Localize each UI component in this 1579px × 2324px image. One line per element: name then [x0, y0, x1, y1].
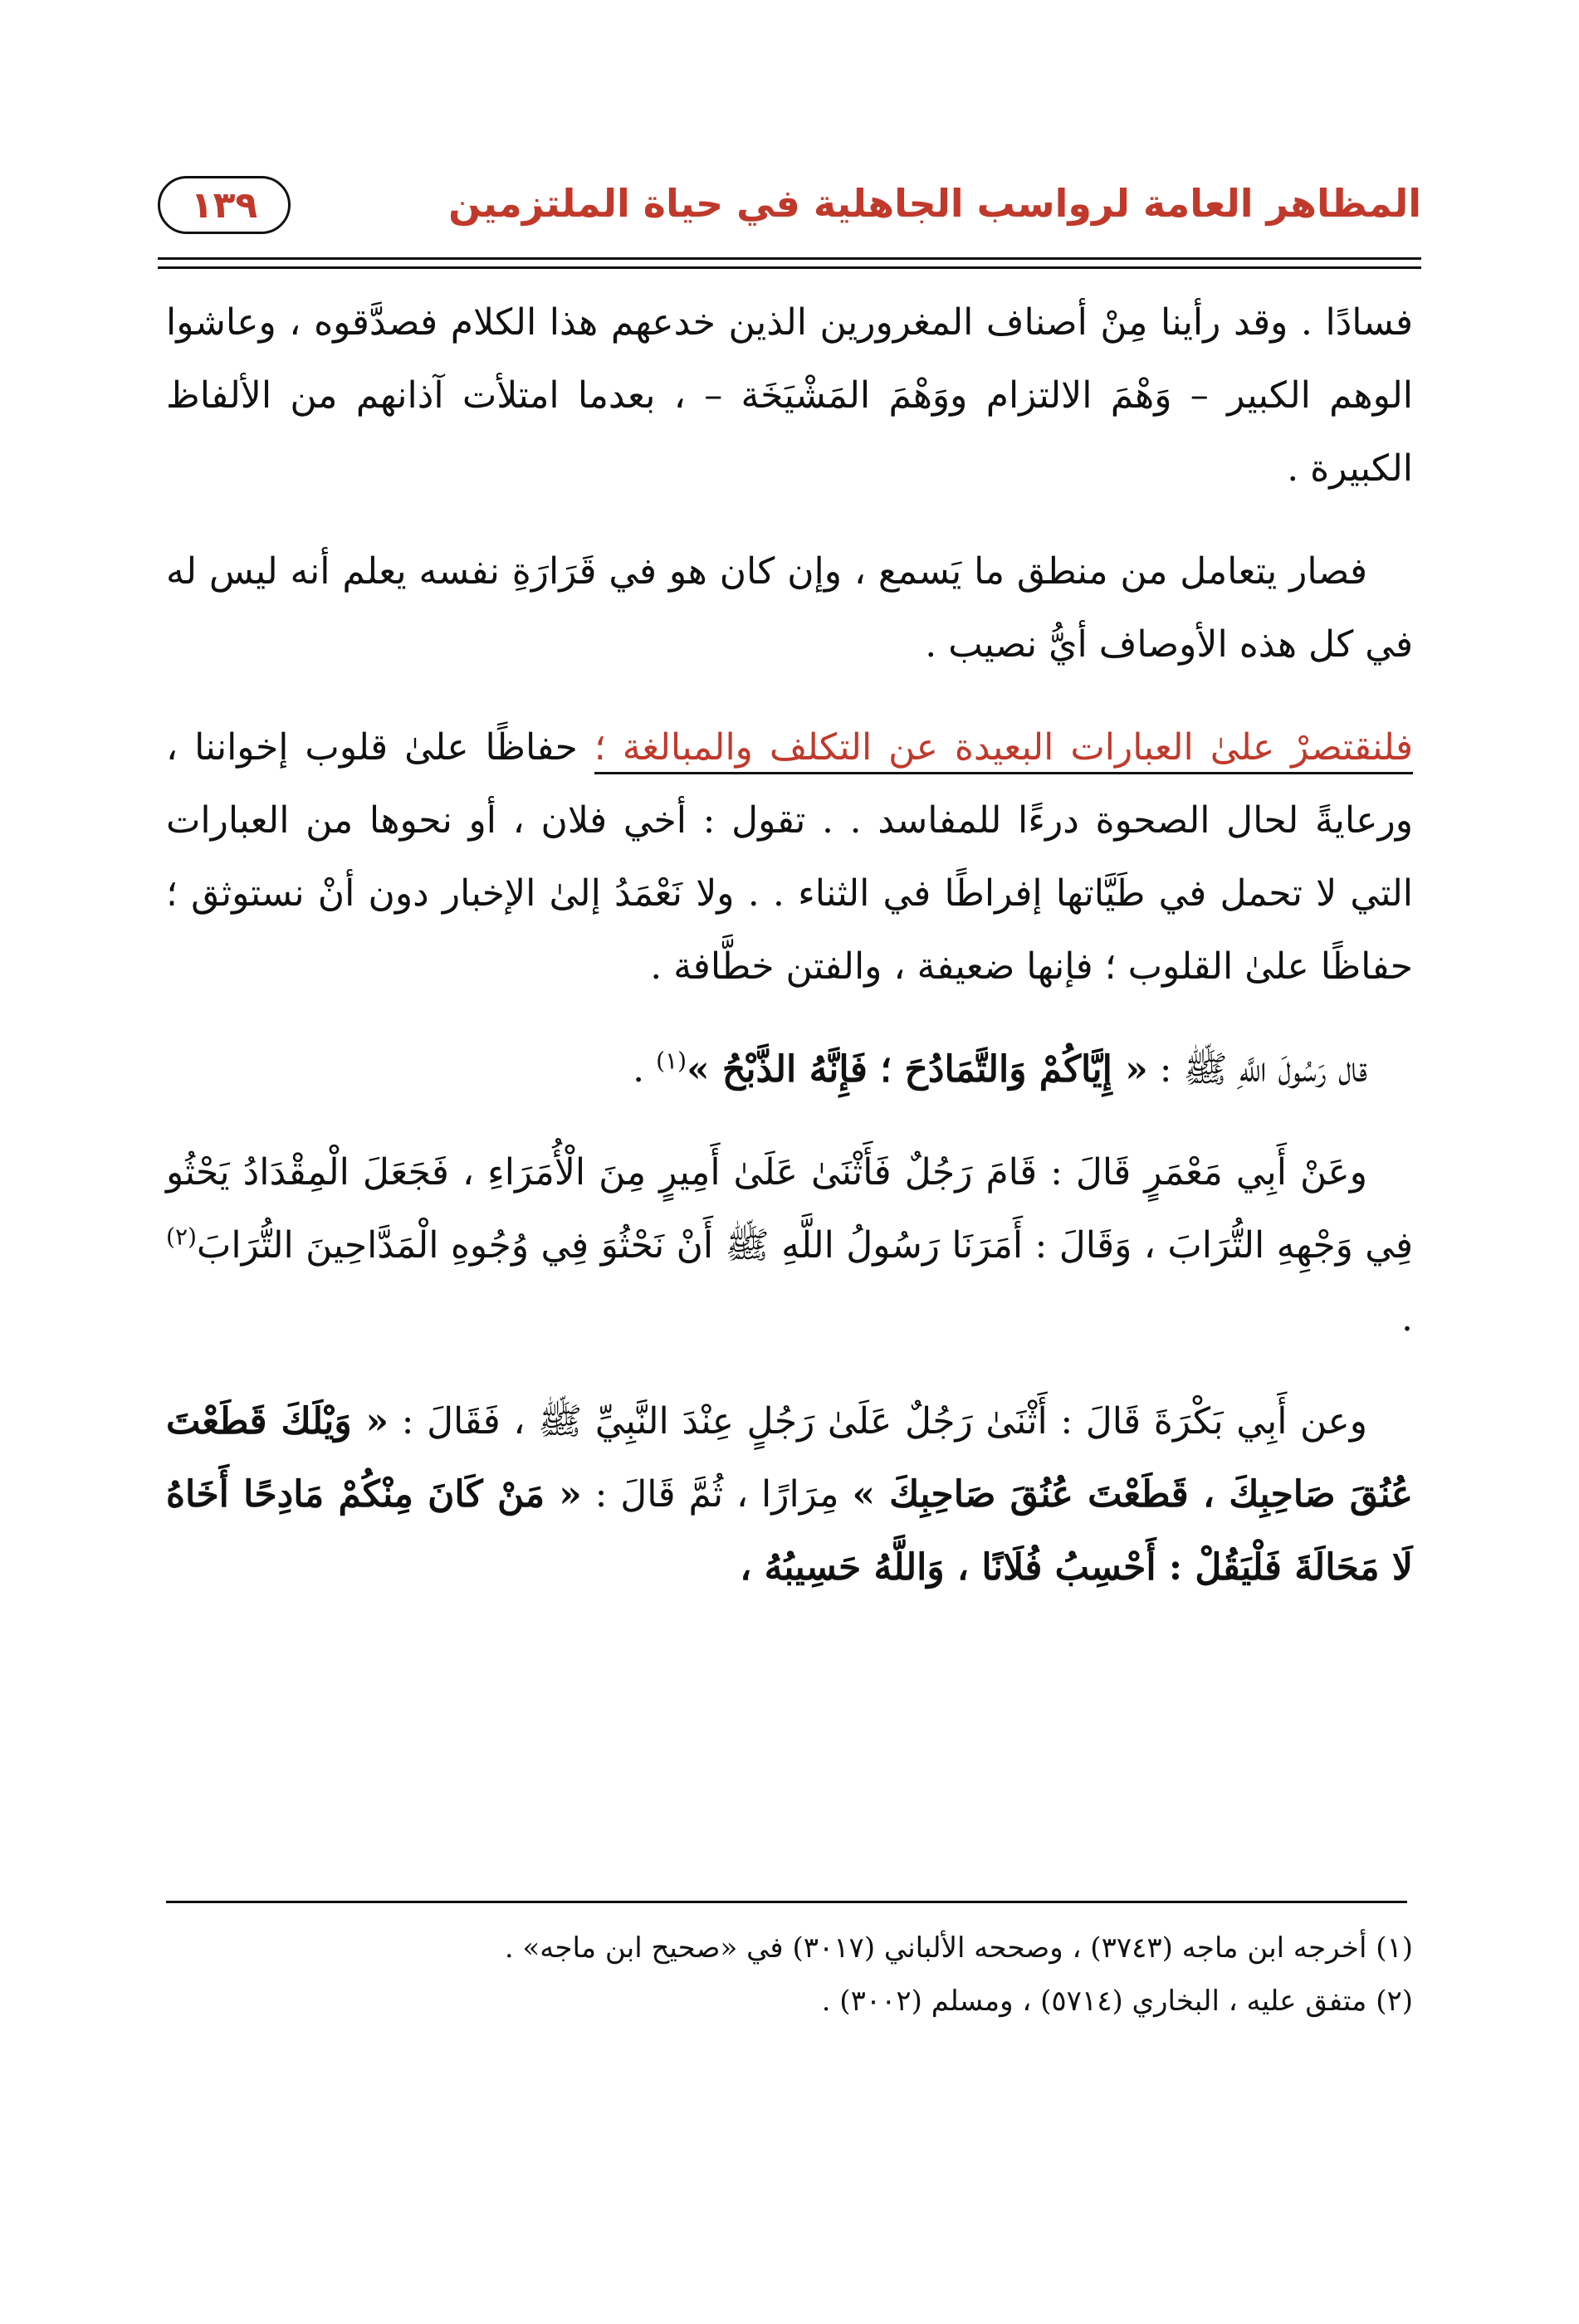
hadith-quote: « إِيَّاكُمْ وَالتَّمَادُحَ ؛ فَإِنَّهُ الذَّبْحُ » [687, 1048, 1148, 1091]
paragraph-1: فسادًا . وقد رأينا مِنْ أصناف المغرورين الذين خدعهم هذا الكلام فصدَّقوه ، وعاشوا الوهم الكبير – وَهْمَ الالتزام ووَهْمَ المَشْيَخَة – ، بعدما امتلأت آذانهم من الألفاظ الكبيرة . [166, 301, 1413, 490]
narration-text: وعَنْ أَبِي مَعْمَرٍ قَالَ : قَامَ رَجُلٌ فَأَثْنَىٰ عَلَىٰ أَمِيرٍ مِنَ الْأُمَرَاءِ ، فَجَعَلَ الْمِقْدَادُ يَحْثُو فِي وَجْهِهِ التُّرَابَ ، وَقَالَ : أَمَرَنَا رَسُولُ اللَّهِ ﷺ أَنْ نَحْثُوَ فِي وُجُوهِ الْمَدَّاحِينَ التُّرَابَ [166, 1151, 1413, 1267]
running-title: المظاهر العامة لرواسب الجاهلية في حياة الملتزمين [448, 181, 1421, 226]
paragraph-3 [166, 711, 1413, 1003]
footnote-ref-2: (٢) [166, 1223, 197, 1251]
paragraph-2: فصار يتعامل من منطق ما يَسمع ، وإن كان هو في قَرَارَةِ نفسه يعلم أنه ليس له في كل هذه الأوصاف أيُّ نصيب . [166, 550, 1413, 666]
narration-intro: وعن أَبِي بَكْرَةَ قَالَ : أَثْنَىٰ رَجُلٌ عَلَىٰ رَجُلٍ عِنْدَ النَّبِيِّ ﷺ ، فَقَالَ : [389, 1400, 1368, 1443]
highlighted-phrase: فلنقتصرْ علىٰ العبارات البعيدة عن التكلف والمبالغة ؛ [594, 726, 1413, 774]
paragraph-4 [166, 1033, 1413, 1106]
footnote-1: (١) أخرجه ابن ماجه (٣٧٤٣) ، وصححه الألباني (٣٠١٧) في «صحيح ابن ماجه» . [504, 1931, 1413, 1965]
hadith-quote-1: « وَيْلَكَ قَطَعْتَ عُنُقَ صَاحِبِكَ ، قَطَعْتَ عُنُقَ صَاحِبِكَ » [166, 1400, 1413, 1516]
hadith-quote-2: « مَنْ كَانَ مِنْكُمْ مَادِحًا أَخَاهُ لَا مَحَالَةَ فَلْيَقُلْ : أَحْسِبُ فُلَانًا ، وَاللَّهُ حَسِيبُهُ ، [166, 1473, 1413, 1589]
paragraph-5 [166, 1136, 1413, 1355]
narration-middle: مِرَارًا ، ثُمَّ قَالَ : [581, 1473, 853, 1516]
paragraph-4-end: . [633, 1048, 657, 1091]
page-body [166, 286, 1413, 1634]
page-number: ١٣٩ [158, 176, 291, 234]
footnote-2: (٢) متفق عليه ، البخاري (٥٧١٤) ، ومسلم (٣٠٠٢) . [821, 1985, 1413, 2018]
paragraph-5-end: . [1401, 1297, 1413, 1340]
footnotes [166, 1921, 1413, 2028]
hadith-intro: قال رَسُولَ اللَّهِ ﷺ : [1147, 1048, 1367, 1091]
header-double-rule [158, 257, 1421, 269]
footnote-rule [166, 1901, 1407, 1903]
page-header [158, 166, 1421, 257]
footnote-ref-1: (١) [656, 1047, 687, 1075]
paragraph-3-rest: حفاظًا علىٰ قلوب إخواننا ، ورعايةً لحال الصحوة درءًا للمفاسد . . تقول : أخي فلان ، أو نحوها من العبارات التي لا تحمل في طَيَّاتها إفراطًا في الثناء . . ولا نَعْمَدُ إلىٰ الإخبار دون أنْ نستوثق ؛ حفاظًا علىٰ القلوب ؛ فإنها ضعيفة ، والفتن خطَّافة . [166, 726, 1413, 988]
paragraph-6 [166, 1385, 1413, 1604]
